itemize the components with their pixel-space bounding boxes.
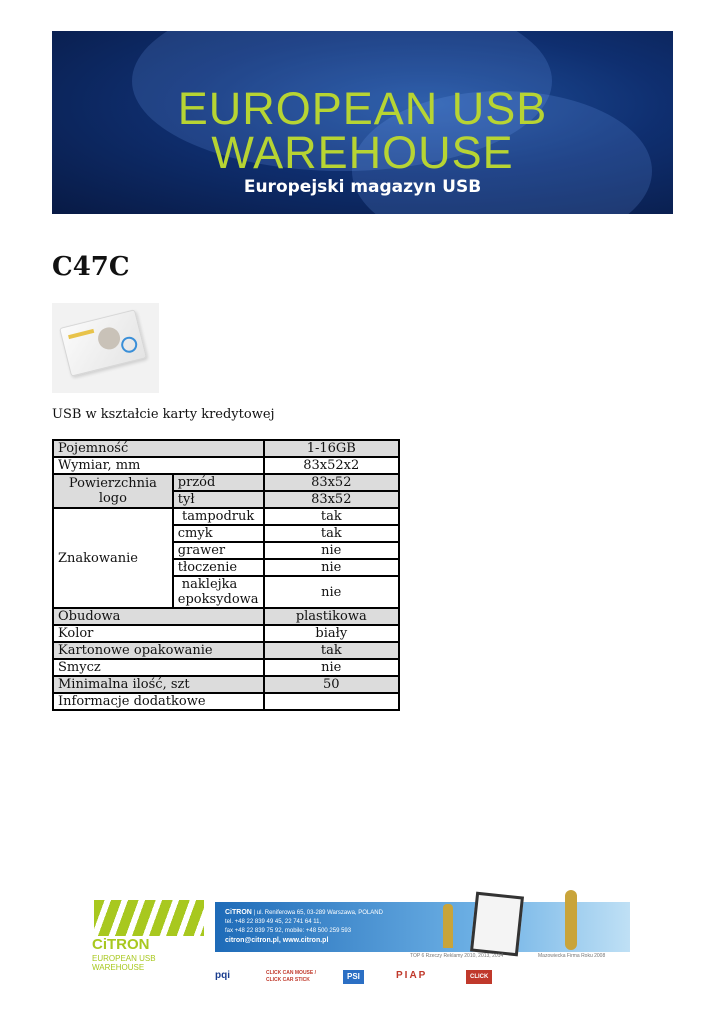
table-row bbox=[53, 625, 399, 642]
spec-value: 50 bbox=[264, 676, 399, 693]
banner-title-line2: WAREHOUSE bbox=[211, 127, 514, 178]
spec-value: tak bbox=[264, 642, 399, 659]
spec-value: nie bbox=[264, 542, 399, 559]
product-code: C47C bbox=[52, 252, 130, 282]
certificate-icon bbox=[470, 892, 524, 957]
table-row bbox=[53, 457, 399, 474]
contact-company: CiTRON bbox=[225, 909, 252, 916]
spec-sublabel: tampodruk bbox=[173, 508, 264, 525]
spec-value: 1-16GB bbox=[264, 440, 399, 457]
citron-logo bbox=[90, 900, 208, 972]
spec-sublabel: grawer bbox=[173, 542, 264, 559]
spec-group-label: Powierzchnia logo bbox=[53, 474, 173, 508]
spec-value: nie bbox=[264, 576, 399, 608]
contact-line: tel. +48 22 839 49 45, 22 741 64 11, bbox=[225, 919, 322, 925]
spec-sublabel: tłoczenie bbox=[173, 559, 264, 576]
spec-group-label: Znakowanie bbox=[53, 508, 173, 608]
spec-sublabel-line1: naklejka bbox=[181, 577, 238, 592]
spec-label: Obudowa bbox=[53, 608, 264, 625]
spec-sublabel bbox=[173, 576, 264, 608]
trophy-icon bbox=[443, 904, 453, 948]
table-row bbox=[53, 608, 399, 625]
table-row bbox=[53, 440, 399, 457]
award-note-right: Mazowiecka Firma Roku 2008 bbox=[538, 953, 606, 959]
table-row bbox=[53, 642, 399, 659]
spec-value bbox=[264, 693, 399, 710]
statuette-icon bbox=[565, 890, 577, 950]
partner-logo-click-red: CLICK bbox=[466, 970, 492, 984]
banner-title-line1: EUROPEAN USB bbox=[177, 83, 548, 134]
partner-logo-pqi: pqi bbox=[215, 970, 230, 981]
contact-email-web: citron@citron.pl, www.citron.pl bbox=[225, 937, 329, 944]
spec-table bbox=[52, 439, 400, 711]
citron-brand: CiTRON bbox=[92, 936, 150, 953]
spec-value: 83x52x2 bbox=[264, 457, 399, 474]
table-row bbox=[53, 676, 399, 693]
spec-label: Informacje dodatkowe bbox=[53, 693, 264, 710]
citron-rays-icon bbox=[94, 900, 204, 936]
contact-address bbox=[225, 908, 383, 946]
spec-label: Smycz bbox=[53, 659, 264, 676]
table-row bbox=[53, 508, 399, 525]
spec-value: plastikowa bbox=[264, 608, 399, 625]
spec-value: tak bbox=[264, 508, 399, 525]
spec-sublabel: przód bbox=[173, 474, 264, 491]
award-note-left: TOP 6 Rzeczy Reklamy 2010, 2013, 2014 bbox=[410, 953, 504, 959]
spec-value: 83x52 bbox=[264, 474, 399, 491]
spec-value: tak bbox=[264, 525, 399, 542]
partner-logo-click: CLICK CAN MOUSE / CLICK CAR STICK bbox=[266, 970, 316, 983]
usb-card-illustration bbox=[59, 309, 147, 376]
citron-brand-sub: EUROPEAN USB WAREHOUSE bbox=[92, 954, 156, 972]
header-banner bbox=[52, 31, 673, 214]
spec-label: Kartonowe opakowanie bbox=[53, 642, 264, 659]
spec-sublabel-line2: epoksydowa bbox=[177, 592, 259, 607]
spec-sublabel: tył bbox=[173, 491, 264, 508]
spec-sublabel: cmyk bbox=[173, 525, 264, 542]
footer-contact-band bbox=[215, 902, 630, 952]
spec-value: 83x52 bbox=[264, 491, 399, 508]
table-row bbox=[53, 693, 399, 710]
table-row bbox=[53, 474, 399, 491]
spec-label: Wymiar, mm bbox=[53, 457, 264, 474]
partner-logo-psi: PSI bbox=[343, 970, 364, 984]
table-row bbox=[53, 659, 399, 676]
spec-value: biały bbox=[264, 625, 399, 642]
spec-label: Minimalna ilość, szt bbox=[53, 676, 264, 693]
spec-value: nie bbox=[264, 559, 399, 576]
product-description: USB w kształcie karty kredytowej bbox=[52, 407, 275, 422]
spec-value: nie bbox=[264, 659, 399, 676]
spec-label: Pojemność bbox=[53, 440, 264, 457]
contact-line: fax +48 22 839 75 92, mobile: +48 500 259 593 bbox=[225, 928, 352, 934]
contact-line: | ul. Reniferowa 65, 03-289 Warszawa, POLAND bbox=[253, 910, 383, 916]
product-image bbox=[52, 303, 159, 393]
spec-label: Kolor bbox=[53, 625, 264, 642]
partner-logo-piap: PIAP bbox=[396, 970, 428, 981]
banner-subtitle: Europejski magazyn USB bbox=[243, 177, 482, 197]
